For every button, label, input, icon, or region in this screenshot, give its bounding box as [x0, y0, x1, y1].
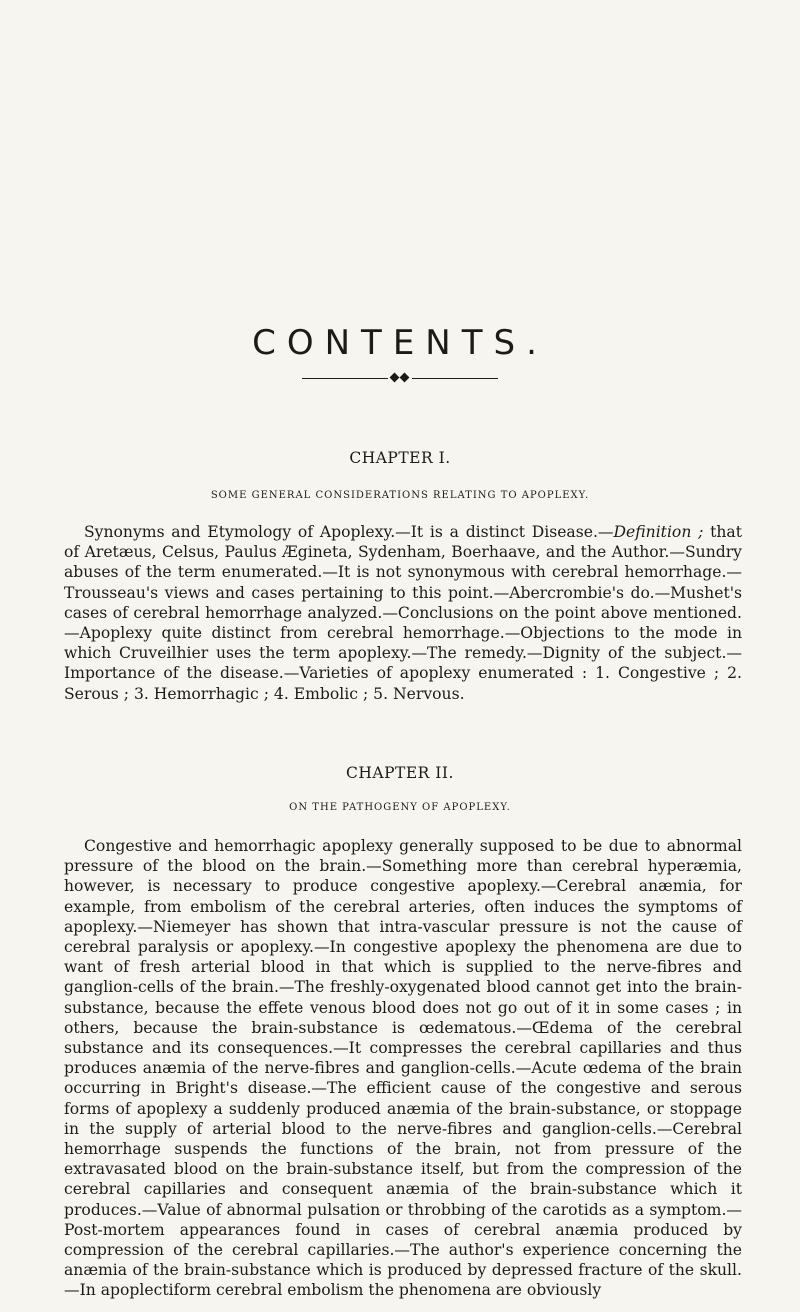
chapter-1-subtitle: SOME GENERAL CONSIDERATIONS RELATING TO APOPLEXY.	[210, 490, 590, 501]
chapter-2-summary: Congestive and hemorrhagic apoplexy generally supposed to be due to abnormal pressure of the blood on the brain.—Something more than cerebral hyperæmia, however, is necessary to produce congestive apoplexy.—Cerebral anæmia, for example, from embolism of the cerebral arteries, often induces the symptoms of apoplexy.—Niemeyer has shown that intra-vascular pressure is not the cause of cerebral paralysis or apoplexy.—In congestive apoplexy the phenomena are due to want of fresh arterial blood in that which is supplied to the nerve-fibres and ganglion-cells of the brain.—The freshly-oxygenated blood cannot get into the brain-substance, because the effete venous blood does not go out of it in some cases ; in others, because the brain-substance is œdematous.—Œdema of the cerebral substance and its consequences.—It compresses the cerebral capillaries and thus produces anæmia of the nerve-fibres and ganglion-cells.—Acute œdema of the brain occurring in Bright's disease.—The efficient cause of the congestive and serous forms of apoplexy a suddenly produced anæmia of the brain-substance, or stoppage in the supply of arterial blood to the nerve-fibres and ganglion-cells.—Cerebral hemorrhage suspends the functions of the brain, not from pressure of the extravasated blood on the brain-substance itself, but from the compression of the cerebral capillaries and consequent anæmia of the brain-substance which it produces.—Value of abnormal pulsation or throbbing of the carotids as a symptom.—Post-mortem appearances found in cases of cerebral anæmia produced by compression of the cerebral capillaries.—The author's experience concerning the anæmia of the brain-substance which is produced by depressed fracture of the skull.—In apoplectiform cerebral embolism the phenomena are obviously	[64, 837, 742, 1300]
ornament-diamond-left	[390, 373, 400, 383]
chapter-1-summary-lead: Synonyms and Etymology of Apoplexy.—It is a distinct Disease.—	[84, 523, 614, 541]
chapter-1-summary	[64, 522, 742, 704]
chapter-1-summary-italic: Definition ;	[613, 523, 704, 541]
chapter-2-heading: CHAPTER II.	[346, 764, 454, 782]
chapter-2-subtitle: ON THE PATHOGENY OF APOPLEXY.	[289, 802, 511, 813]
ornament-diamond-right	[400, 373, 410, 383]
page-title: CONTENTS.	[252, 322, 548, 363]
chapter-1-heading: CHAPTER I.	[349, 449, 451, 467]
chapter-1-summary-rest: that of Aretæus, Celsus, Paulus Ægineta, Sydenham, Boerhaave, and the Author.—Sundry abuses of the term enumerated.—It is not synonymous with cerebral hemorrhage.—Trousseau's views and cases pertaining to this point.—Abercrombie's do.—Mushet's cases of cerebral hemorrhage analyzed.—Conclusions on the point above mentioned.—Apoplexy quite distinct from cerebral hemorrhage.—Objections to the mode in which Cruveilhier uses the term apoplexy.—The remedy.—Dignity of the subject.—Importance of the disease.—Varieties of apoplexy enumerated : 1. Congestive ; 2. Serous ; 3. Hemorrhagic ; 4. Embolic ; 5. Nervous.	[64, 523, 742, 703]
ornament-rule-right	[412, 378, 498, 379]
ornament-rule-left	[302, 378, 388, 379]
title-ornament	[302, 373, 498, 383]
